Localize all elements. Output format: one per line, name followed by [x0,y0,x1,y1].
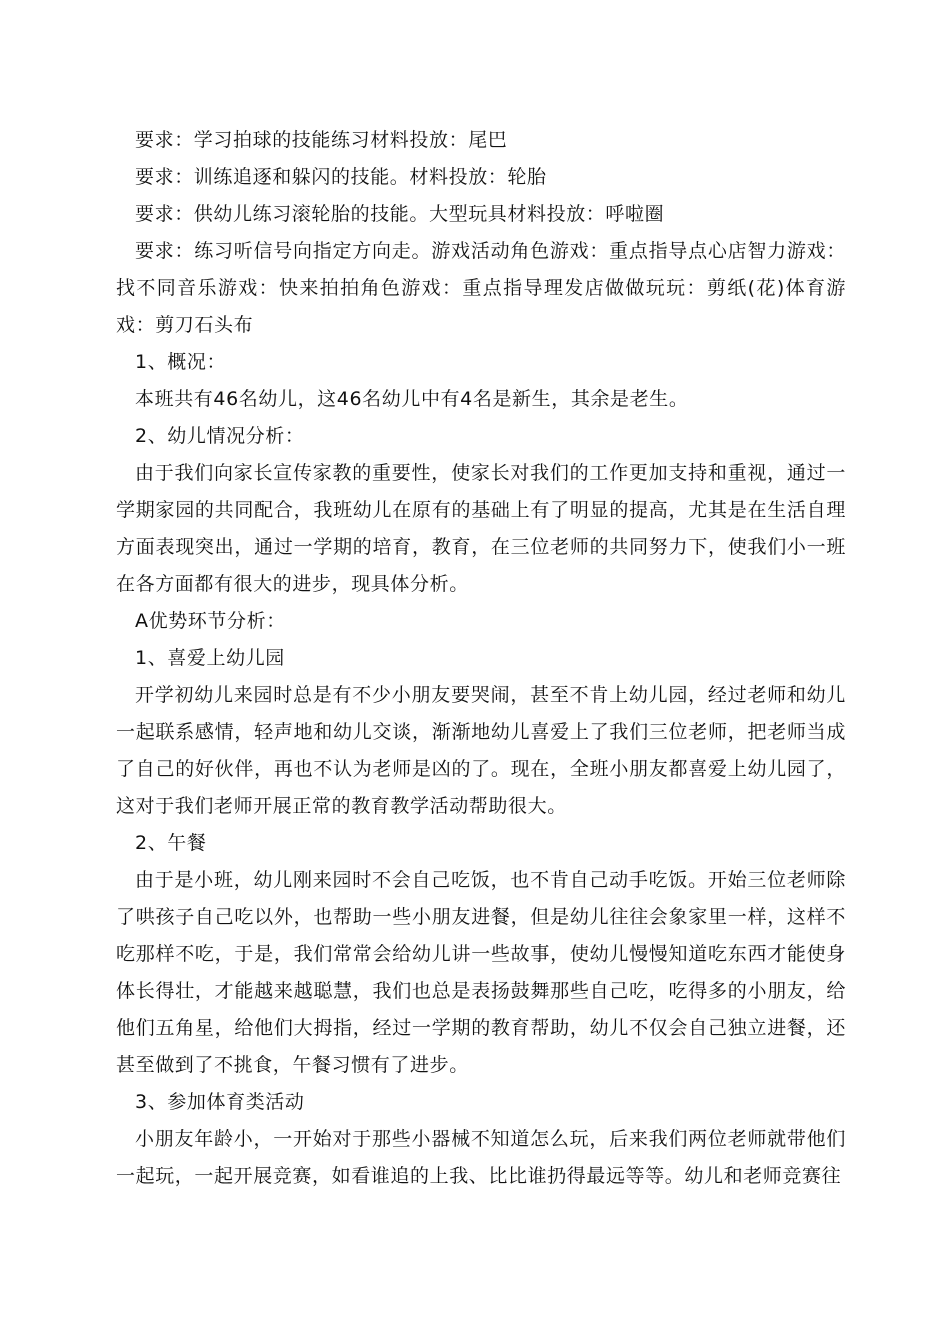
heading-child-analysis: 2、幼儿情况分析： [135,425,305,447]
document-body [116,122,846,1195]
paragraph-class-count: 本班共有46名幼儿，这46名幼儿中有4名是新生，其余是老生。 [135,388,689,410]
paragraph-child-analysis: 由于我们向家长宣传家教的重要性，使家长对我们的工作更加支持和重视，通过一学期家园的共同配合，我班幼儿在原有的基础上有了明显的提高，尤其是在生活自理方面表现突出，通过一学期的培育，教育，在三位老师的共同努力下，使我们小一班在各方面都有很大的进步，现具体分析。 [116,462,846,595]
paragraph-lunch: 由于是小班，幼儿刚来园时不会自己吃饭，也不肯自己动手吃饭。开始三位老师除了哄孩子自己吃以外，也帮助一些小朋友进餐，但是幼儿往往会象家里一样，这样不吃那样不吃，于是，我们常常会给幼儿讲一些故事，使幼儿慢慢知道吃东西才能使身体长得壮，才能越来越聪慧，我们也总是表扬鼓舞那些自己吃，吃得多的小朋友，给他们五角星，给他们大拇指，经过一学期的教育帮助，幼儿不仅会自己独立进餐，还甚至做到了不挑食，午餐习惯有了进步。 [116,869,846,1076]
heading-love-kindergarten: 1、喜爱上幼儿园 [135,647,285,669]
heading-overview: 1、概况： [135,351,227,373]
paragraph-requirement-ball: 要求：学习拍球的技能练习材料投放：尾巴 [135,129,508,151]
paragraph-love-kindergarten: 开学初幼儿来园时总是有不少小朋友要哭闹，甚至不肯上幼儿园，经过老师和幼儿一起联系感情，轻声地和幼儿交谈，渐渐地幼儿喜爱上了我们三位老师，把老师当成了自己的好伙伴，再也不认为老师是凶的了。现在，全班小朋友都喜爱上幼儿园了，这对于我们老师开展正常的教育教学活动帮助很大。 [116,684,846,817]
heading-strengths: A优势环节分析： [135,610,286,632]
paragraph-sports: 小朋友年龄小，一开始对于那些小器械不知道怎么玩，后来我们两位老师就带他们一起玩，一起开展竞赛，如看谁追的上我、比比谁扔得最远等等。幼儿和老师竞赛往 [116,1128,846,1187]
paragraph-requirement-tire: 要求：供幼儿练习滚轮胎的技能。大型玩具材料投放：呼啦圈 [135,203,665,225]
paragraph-requirement-signal: 要求：练习听信号向指定方向走。游戏活动角色游戏：重点指导点心店智力游戏：找不同音乐游戏：快来拍拍角色游戏：重点指导理发店做做玩玩：剪纸(花)体育游戏：剪刀石头布 [116,240,846,336]
heading-sports: 3、参加体育类活动 [135,1091,305,1113]
paragraph-requirement-chase: 要求：训练追逐和躲闪的技能。材料投放：轮胎 [135,166,547,188]
heading-lunch: 2、午餐 [135,832,207,854]
